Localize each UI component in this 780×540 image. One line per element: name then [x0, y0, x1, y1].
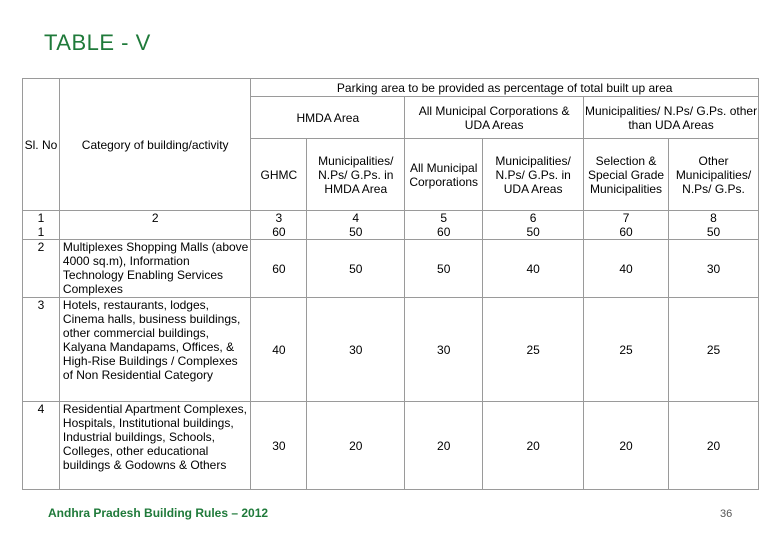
category-label: Category of building/activity	[81, 137, 229, 152]
category-cell	[59, 298, 251, 402]
index-category-cell	[59, 211, 251, 240]
value-cell	[307, 240, 405, 298]
index-col-number: 7	[622, 211, 630, 225]
subheader-other-municipalities	[669, 139, 759, 211]
category-text: Hotels, restaurants, lodges, Cinema halls, business buildings, other commercial buildings, Kalyana Mandapams, Offices, & High-Rise Buildings / Complexes of Non Residential Category	[62, 298, 241, 382]
municipalities-header	[584, 97, 759, 139]
table-row	[23, 240, 759, 298]
category-cell	[59, 240, 251, 298]
index-col-value: 60	[619, 225, 633, 239]
index-sl-cell	[23, 211, 60, 240]
subheader-uda-municipalities	[483, 139, 584, 211]
value-cell	[251, 298, 307, 402]
category-text: Residential Apartment Complexes, Hospitals, Institutional buildings, Industrial buildings, Schools, Colleges, other educational buildings & Godowns & Others	[62, 402, 247, 472]
index-col-number: 8	[710, 211, 717, 225]
value-cell	[251, 402, 307, 490]
subheader-label: Other Municipalities/ N.Ps/ G.Ps.	[675, 153, 752, 196]
value-cell	[584, 402, 669, 490]
value-cell	[307, 402, 405, 490]
index-col-value: 50	[349, 225, 363, 239]
value-text: 25	[706, 342, 721, 357]
index-col-number: 6	[529, 211, 537, 225]
subheader-hmda-municipalities	[307, 139, 405, 211]
value-cell	[307, 298, 405, 402]
value-text: 40	[619, 261, 633, 276]
index-col-number: 3	[275, 211, 283, 225]
sl-value: 4	[37, 402, 45, 416]
value-cell	[405, 298, 483, 402]
sl-no-header	[23, 79, 60, 211]
index-col-cell	[584, 211, 669, 240]
subheader-label: Municipalities/ N.Ps/ G.Ps. in UDA Areas	[495, 153, 571, 196]
index-col-number: 5	[440, 211, 448, 225]
subheader-label: GHMC	[260, 167, 298, 182]
value-cell	[669, 402, 759, 490]
index-col-cell	[669, 211, 759, 240]
value-text: 25	[619, 342, 633, 357]
value-cell	[483, 402, 584, 490]
page-number: 36	[720, 508, 733, 520]
page-title: TABLE - V	[44, 30, 151, 55]
index-col-value: 60	[437, 225, 451, 239]
value-text: 25	[526, 342, 540, 357]
value-text: 60	[272, 261, 286, 276]
sl-cell	[23, 402, 60, 490]
value-text: 40	[272, 342, 286, 357]
value-cell	[405, 402, 483, 490]
amc-header	[405, 97, 584, 139]
subheader-all-municipal-corporations	[405, 139, 483, 211]
value-text: 30	[706, 261, 721, 276]
category-text: Multiplexes Shopping Malls (above 4000 sq.m), Information Technology Enabling Services Complexes	[62, 240, 249, 296]
subheader-label: Municipalities/ N.Ps/ G.Ps. in HMDA Area	[318, 153, 394, 196]
subheader-selection-special-grade	[584, 139, 669, 211]
table-row	[23, 298, 759, 402]
value-cell	[483, 298, 584, 402]
value-cell	[405, 240, 483, 298]
index-category-value: 2	[151, 211, 159, 225]
value-text: 30	[437, 342, 451, 357]
index-sl-value: 1	[37, 211, 45, 225]
hmda-header	[251, 97, 405, 139]
value-cell	[483, 240, 584, 298]
value-text: 20	[526, 438, 540, 453]
category-header	[59, 79, 251, 211]
index-col-cell	[307, 211, 405, 240]
value-cell	[669, 240, 759, 298]
sl-cell	[23, 240, 60, 298]
table-row	[23, 402, 759, 490]
hmda-label: HMDA Area	[296, 110, 360, 125]
value-text: 40	[526, 261, 540, 276]
value-cell	[584, 298, 669, 402]
value-text: 30	[349, 342, 363, 357]
value-cell	[669, 298, 759, 402]
index-col-value: 50	[526, 225, 540, 239]
index-col-number: 4	[352, 211, 360, 225]
subheader-ghmc	[251, 139, 307, 211]
index-col-value: 60	[272, 225, 286, 239]
parking-header	[251, 79, 759, 97]
sl-value: 3	[37, 298, 45, 312]
value-cell	[584, 240, 669, 298]
value-cell	[251, 240, 307, 298]
parking-label: Parking area to be provided as percentage of total built up area	[336, 80, 673, 95]
value-text: 30	[272, 438, 286, 453]
subheader-label: Selection & Special Grade Municipalities	[588, 153, 665, 196]
index-col-value: 50	[706, 225, 721, 239]
category-cell	[59, 402, 251, 490]
subheader-label: All Municipal Corporations	[409, 160, 479, 189]
sl-no-label: Sl. No	[24, 137, 58, 152]
municipalities-label: Municipalities/ N.Ps/ G.Ps. other than UDA Areas	[585, 103, 758, 132]
index-sl-value: 1	[37, 225, 45, 239]
amc-label: All Municipal Corporations & UDA Areas	[418, 103, 570, 132]
index-col-cell	[483, 211, 584, 240]
parking-table	[22, 78, 759, 490]
sl-value: 2	[37, 240, 45, 254]
document-footer: Andhra Pradesh Building Rules – 2012	[48, 506, 269, 520]
value-text: 20	[619, 438, 633, 453]
index-col-cell	[251, 211, 307, 240]
sl-cell	[23, 298, 60, 402]
index-col-cell	[405, 211, 483, 240]
value-text: 20	[349, 438, 363, 453]
value-text: 20	[706, 438, 721, 453]
value-text: 20	[437, 438, 451, 453]
value-text: 50	[437, 261, 451, 276]
value-text: 50	[349, 261, 363, 276]
